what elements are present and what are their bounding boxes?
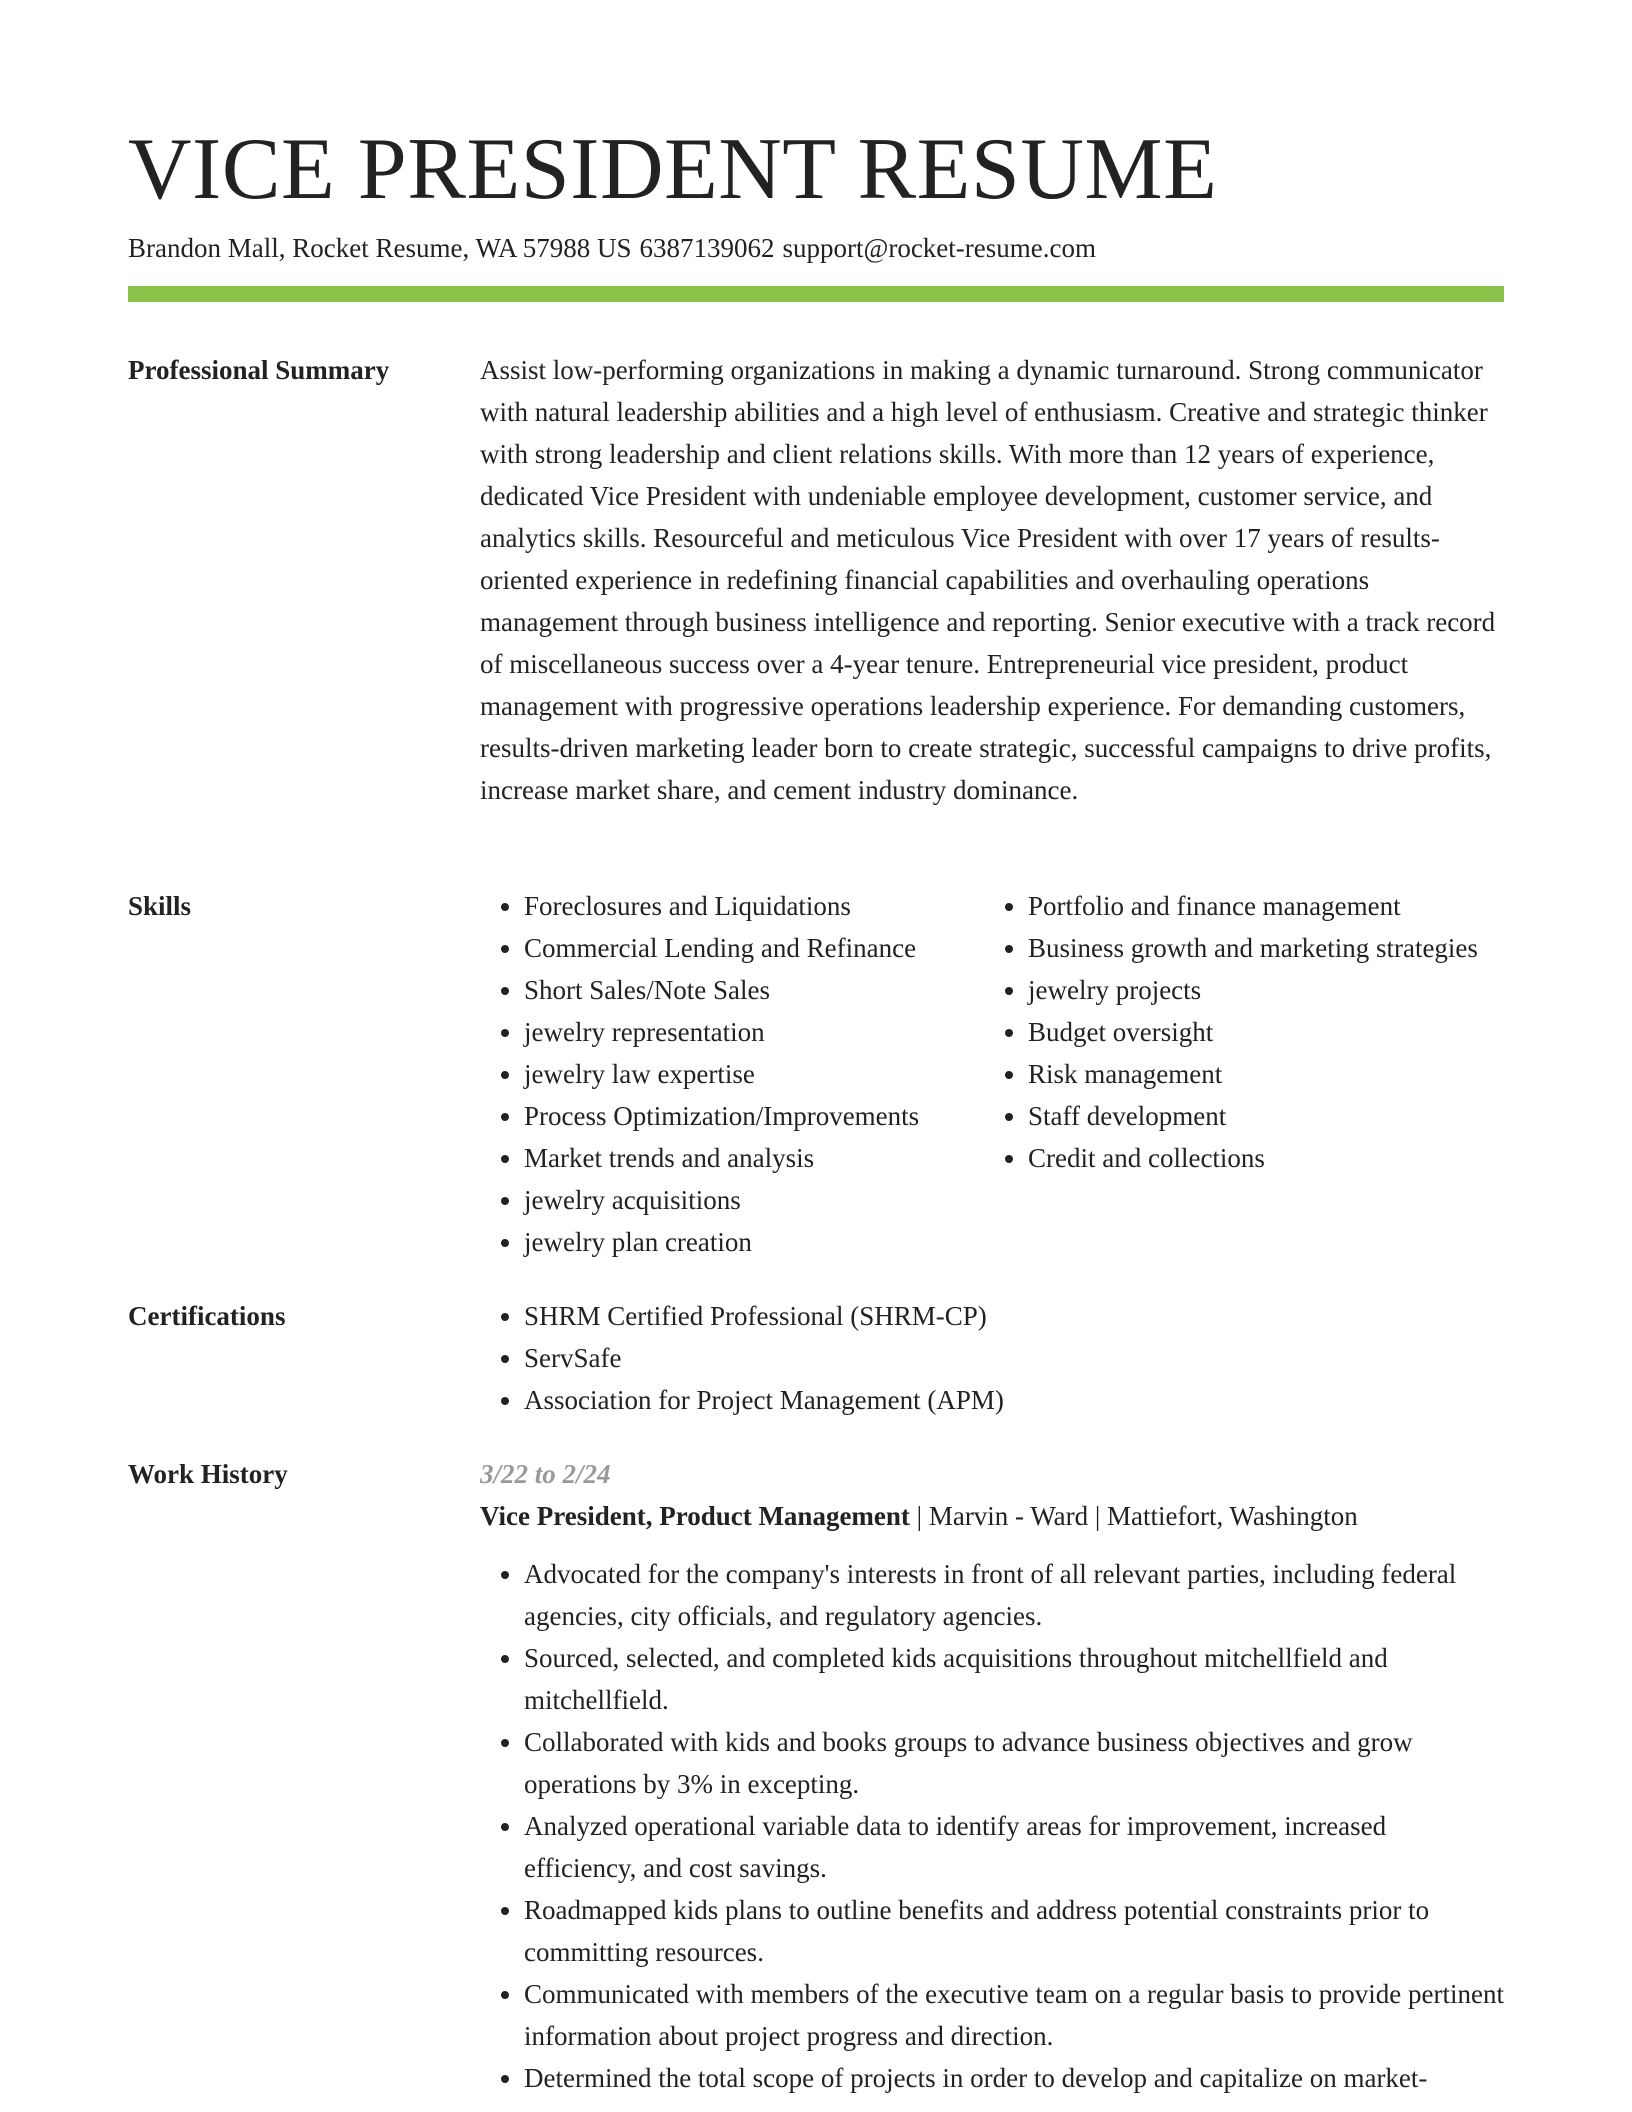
accent-divider bbox=[128, 286, 1504, 302]
skill-item: • jewelry law expertise bbox=[524, 1053, 984, 1095]
certification-item: • ServSafe bbox=[524, 1337, 1504, 1379]
skill-item: • jewelry acquisitions bbox=[524, 1179, 984, 1221]
summary-heading: Professional Summary bbox=[128, 355, 390, 385]
job-company-location: | Marvin - Ward | Mattiefort, Washington bbox=[909, 1501, 1358, 1531]
skills-list-left bbox=[480, 885, 984, 1263]
job-bullets bbox=[480, 1553, 1504, 2099]
work-history-heading: Work History bbox=[128, 1459, 288, 1489]
skill-item: • Market trends and analysis bbox=[524, 1137, 984, 1179]
contact-phone: 6387139062 bbox=[639, 233, 775, 263]
contact-address: Brandon Mall, Rocket Resume, WA 57988 US bbox=[128, 233, 632, 263]
job-role: Vice President, Product Management bbox=[480, 1501, 910, 1531]
skill-item: • Risk management bbox=[1028, 1053, 1504, 1095]
skill-item: • Business growth and marketing strategies bbox=[1028, 927, 1504, 969]
job-bullet: • Analyzed operational variable data to identify areas for improvement, increased efficiency, and cost savings. bbox=[524, 1805, 1504, 1889]
contact-email: support@rocket-resume.com bbox=[782, 233, 1096, 263]
skill-item: • Commercial Lending and Refinance bbox=[524, 927, 984, 969]
skill-item: • Foreclosures and Liquidations bbox=[524, 885, 984, 927]
contact-line bbox=[128, 230, 1096, 266]
job-bullet: • Collaborated with kids and books groups to advance business objectives and grow operations by 3% in excepting. bbox=[524, 1721, 1504, 1805]
skill-item: • Process Optimization/Improvements bbox=[524, 1095, 984, 1137]
skill-item: • Credit and collections bbox=[1028, 1137, 1504, 1179]
skill-item: • jewelry representation bbox=[524, 1011, 984, 1053]
certifications-list bbox=[480, 1295, 1504, 1421]
skills-heading: Skills bbox=[128, 891, 192, 921]
skill-item: • Portfolio and finance management bbox=[1028, 885, 1504, 927]
skill-item: • Budget oversight bbox=[1028, 1011, 1504, 1053]
certification-item: • Association for Project Management (APM) bbox=[524, 1379, 1504, 1421]
certification-item: • SHRM Certified Professional (SHRM-CP) bbox=[524, 1295, 1504, 1337]
skill-item: • jewelry projects bbox=[1028, 969, 1504, 1011]
job-bullet: • Communicated with members of the executive team on a regular basis to provide pertinent information about project progress and direction. bbox=[524, 1973, 1504, 2057]
job-bullet: • Determined the total scope of projects in order to develop and capitalize on market- bbox=[524, 2057, 1504, 2099]
certifications-heading: Certifications bbox=[128, 1301, 286, 1331]
skill-item: • Staff development bbox=[1028, 1095, 1504, 1137]
job-bullet: • Sourced, selected, and completed kids acquisitions throughout mitchellfield and mitchellfield. bbox=[524, 1637, 1504, 1721]
resume-title: VICE PRESIDENT RESUME bbox=[128, 121, 1218, 218]
skill-item: • Short Sales/Note Sales bbox=[524, 969, 984, 1011]
job-bullet: • Advocated for the company's interests in front of all relevant parties, including federal agencies, city officials, and regulatory agencies. bbox=[524, 1553, 1504, 1637]
skill-item: • jewelry plan creation bbox=[524, 1221, 984, 1263]
job-bullet: • Roadmapped kids plans to outline benefits and address potential constraints prior to committing resources. bbox=[524, 1889, 1504, 1973]
job-dates: 3/22 to 2/24 bbox=[480, 1459, 611, 1489]
job-title-line bbox=[480, 1495, 1504, 1537]
skills-list-right bbox=[984, 885, 1504, 1179]
summary-text: Assist low-performing organizations in making a dynamic turnaround. Strong communicator with natural leadership abilities and a high level of enthusiasm. Creative and strategic thinker with strong leadership and client relations skills. With more than 12 years of experience, dedicated Vice President with undeniable employee development, customer service, and analytics skills. Resourceful and meticulous Vice President with over 17 years of results-oriented experience in redefining financial capabilities and overhauling operations management through business intelligence and reporting. Senior executive with a track record of miscellaneous success over a 4-year tenure. Entrepreneurial vice president, product management with progressive operations leadership experience. For demanding customers, results-driven marketing leader born to create strategic, successful campaigns to drive profits, increase market share, and cement industry dominance. bbox=[480, 355, 1496, 805]
